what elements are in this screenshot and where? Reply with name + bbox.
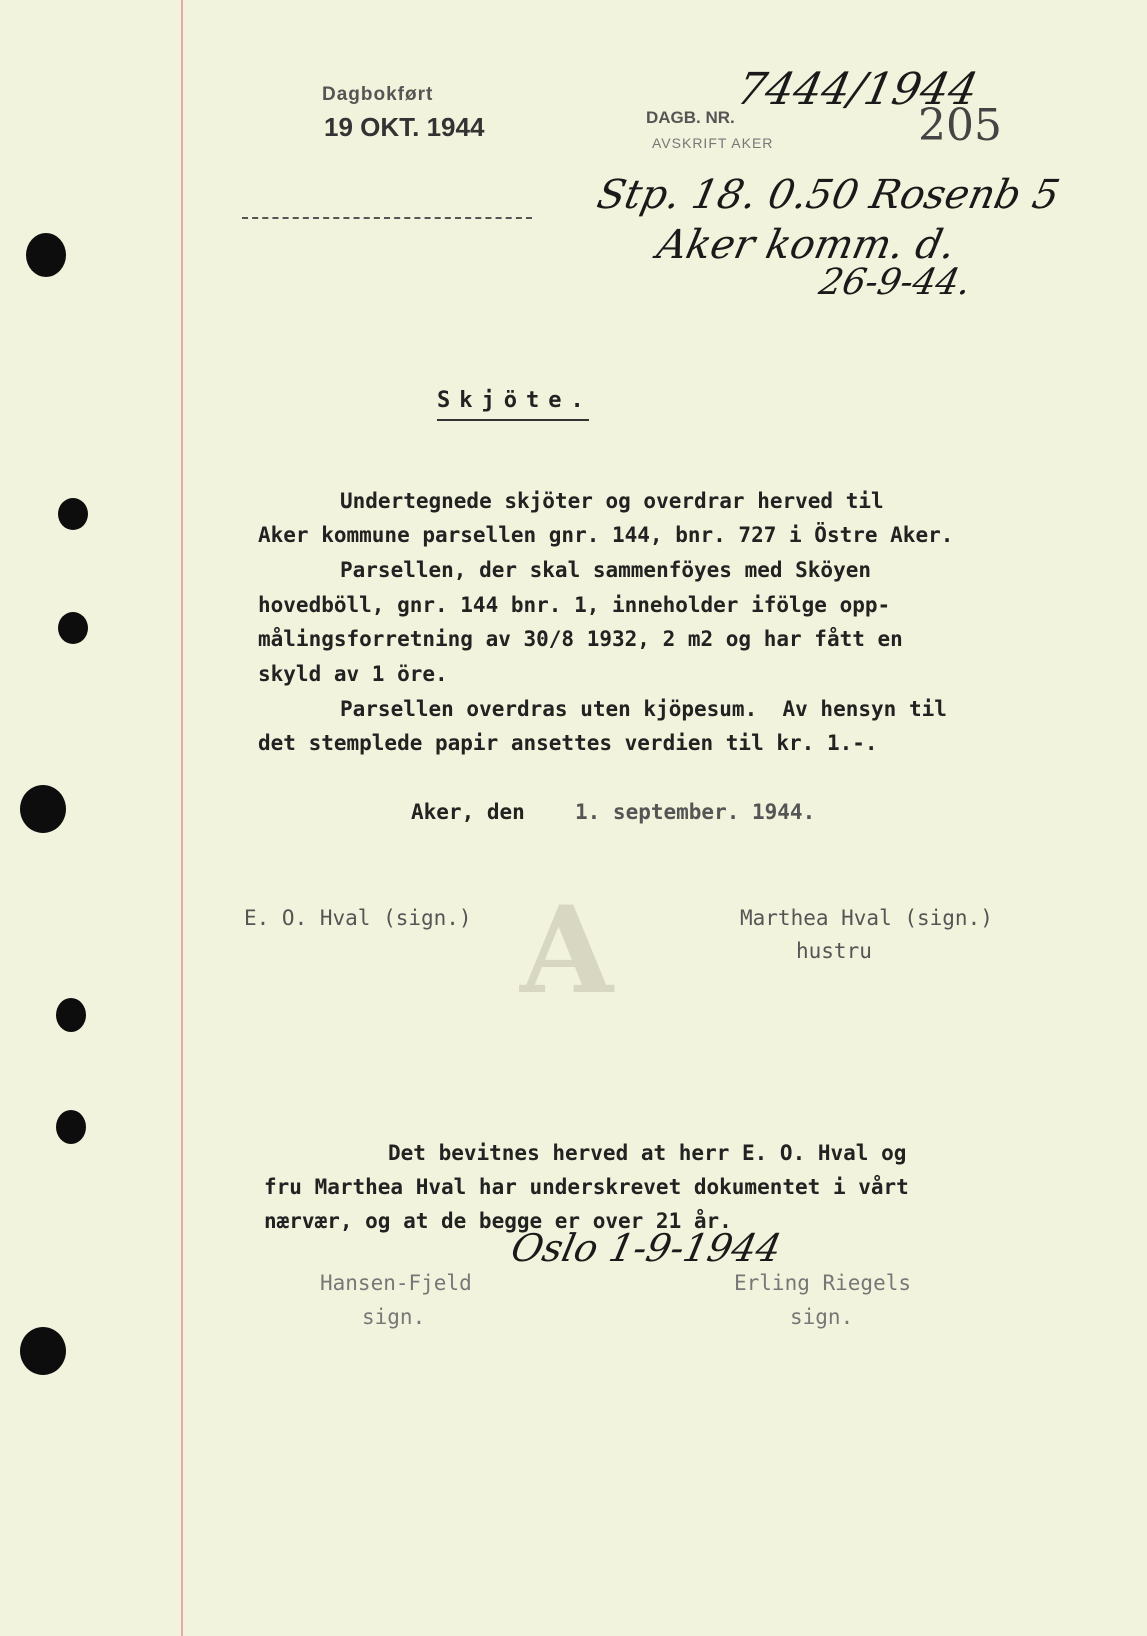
margin-line <box>181 0 183 1636</box>
body-line: hovedböll, gnr. 144 bnr. 1, inneholder ifölge opp- <box>258 593 891 617</box>
signature-right-role: hustru <box>796 939 872 963</box>
body-line: det stemplede papir ansettes verdien til kr. 1.-. <box>258 731 878 755</box>
stamp-dagb-number: 7444/1944 <box>732 64 983 115</box>
body-line: skyld av 1 öre. <box>258 662 448 686</box>
place: Aker, den <box>411 800 525 824</box>
faded-watermark: A <box>520 880 614 1021</box>
stamp-avskrift: AVSKRIFT AKER <box>652 135 774 151</box>
stamp-dagb-label: DAGB. NR. <box>646 108 735 127</box>
punch-hole <box>58 498 88 530</box>
stamp-date: 19 OKT. 1944 <box>324 112 485 142</box>
body-line: Parsellen overdras uten kjöpesum. Av hensyn til <box>340 697 947 721</box>
punch-hole <box>20 785 66 833</box>
witness-line: Det bevitnes herved at herr E. O. Hval og <box>388 1141 907 1165</box>
punch-hole <box>56 998 86 1032</box>
signature-left: E. O. Hval (sign.) <box>244 906 472 930</box>
witness-1-name: Hansen-Fjeld <box>320 1271 472 1295</box>
page-number: 205 <box>918 100 1002 151</box>
witness-line: fru Marthea Hval har underskrevet dokumentet i vårt <box>264 1175 909 1199</box>
witness-2-sign: sign. <box>790 1305 854 1329</box>
stamp-dagbokfort: Dagbokført <box>322 84 434 105</box>
handwritten-note-line1: Stp. 18. 0.50 Rosenb 5 <box>593 172 1064 218</box>
witness-2-name: Erling Riegels <box>734 1271 912 1295</box>
witness-1-sign: sign. <box>362 1305 426 1329</box>
body-line: Undertegnede skjöter og overdrar herved til <box>340 489 884 513</box>
punch-hole <box>20 1327 66 1375</box>
punch-hole <box>58 612 88 644</box>
body-line: Aker kommune parsellen gnr. 144, bnr. 727 i Östre Aker. <box>258 523 954 547</box>
witness-line: nærvær, og at de begge er over 21 år. <box>264 1209 732 1233</box>
punch-hole <box>26 233 66 277</box>
signature-right: Marthea Hval (sign.) <box>740 906 993 930</box>
handwritten-date: Oslo 1-9-1944 <box>507 1226 786 1270</box>
body-line: målingsforretning av 30/8 1932, 2 m2 og har fått en <box>258 627 903 651</box>
body-line: Parsellen, der skal sammenföyes med Sköyen <box>340 558 872 582</box>
handwritten-note-line2: Aker komm. d. <box>653 222 960 268</box>
punch-hole <box>56 1110 86 1144</box>
date: 1. september. 1944. <box>575 800 816 824</box>
document-title: Skjöte. <box>437 388 593 413</box>
title-underline <box>437 419 589 421</box>
handwritten-note-line3: 26-9-44. <box>815 262 975 303</box>
stamp-rule <box>242 217 532 219</box>
